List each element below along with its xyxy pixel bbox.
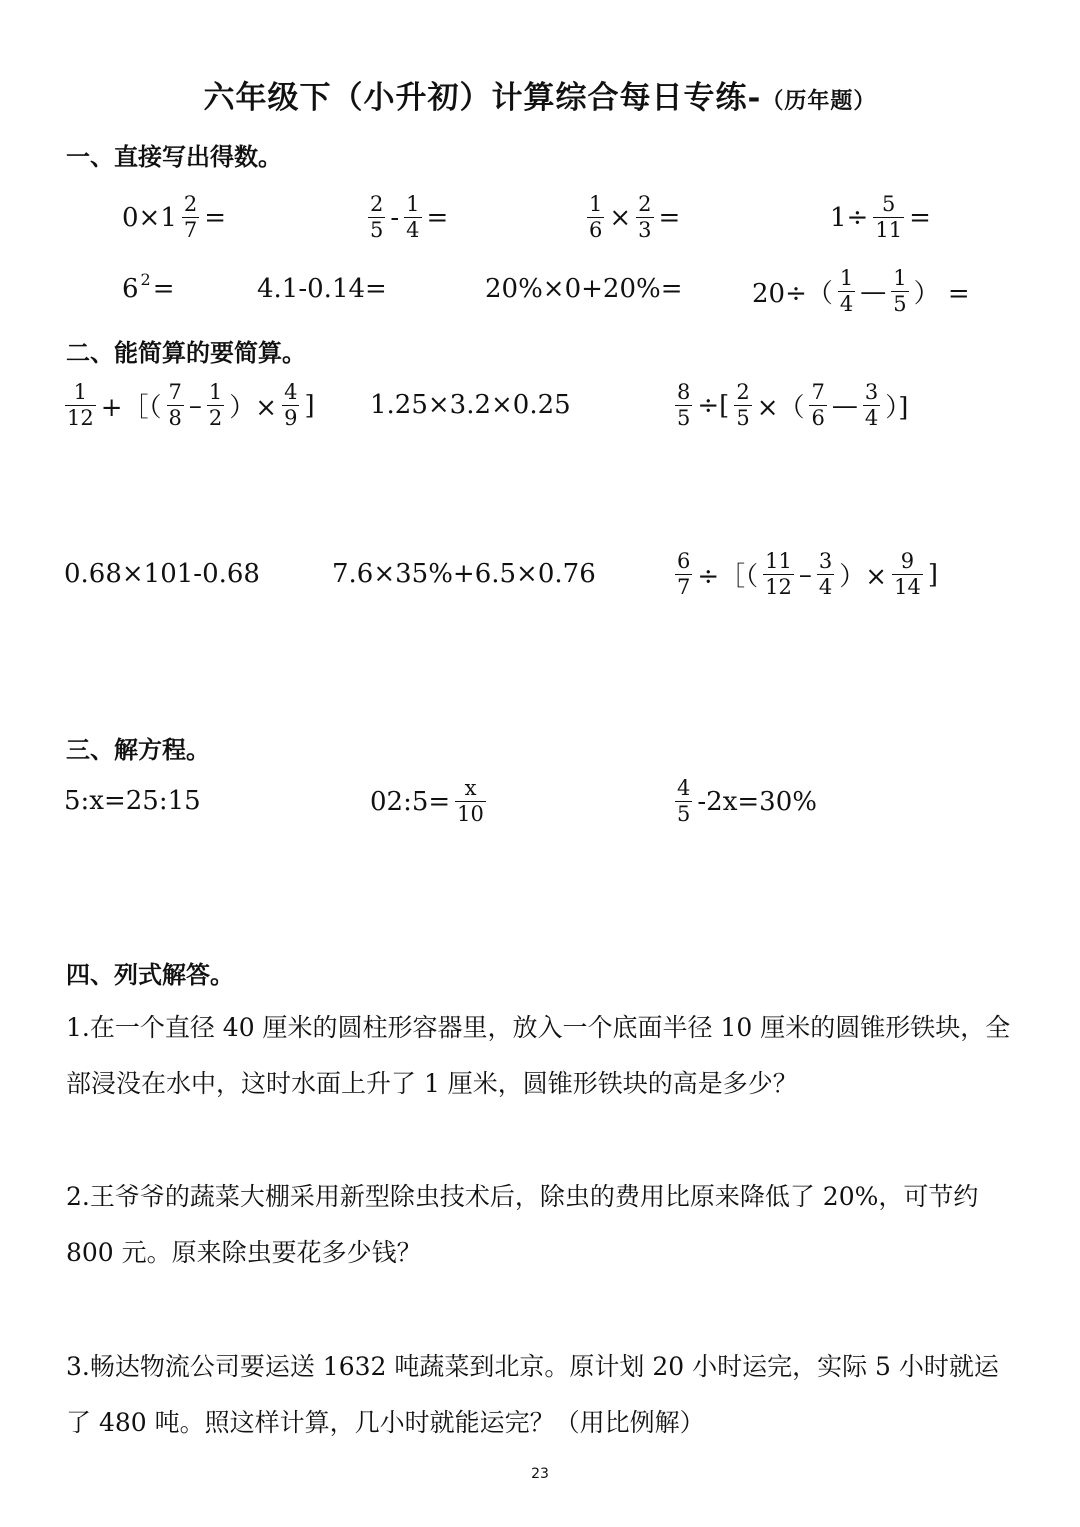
s1-expr-6: 4.1-0.14=	[257, 274, 387, 304]
s2-expr-3: $\frac{8}{5}$ ÷[ $\frac{2}{5}$ ×（ $\frac{7}{6}$ — $\frac{3}{4}$ ）]	[677, 380, 909, 430]
s1-expr-4: 1÷ $\frac{5}{11}$ =	[830, 192, 931, 242]
section1-heading: 一、直接写出得数。	[66, 142, 282, 171]
word-problem-3: 3.畅达物流公司要运送 1632 吨蔬菜到北京。原计划 20 小时运完，实际 5 小时就运了 480 吨。照这样计算，几小时就能运完？（用比例解）	[66, 1352, 999, 1437]
section4-heading: 四、列式解答。	[66, 960, 234, 989]
s2-expr-6: $\frac{6}{7}$ ÷［（ $\frac{11}{12}$ – $\frac{3}{4}$ ）× $\frac{9}{14}$ ]	[677, 549, 938, 599]
page-number: 23	[531, 1466, 549, 1482]
s1-expr-8: 20÷（ $\frac{1}{4}$ — $\frac{1}{5}$ ） =	[752, 266, 970, 316]
word-problem-2: 2.王爷爷的蔬菜大棚采用新型除虫技术后，除虫的费用比原来降低了 20%，可节约 800 元。原来除虫要花多少钱？	[66, 1182, 979, 1267]
s2-expr-5: 7.6×35%+6.5×0.76	[332, 559, 596, 589]
s2-expr-2: 1.25×3.2×0.25	[370, 390, 571, 420]
s1-expr-3: $\frac{1}{6}$ × $\frac{2}{3}$ =	[589, 192, 681, 242]
s1-expr-2: $\frac{2}{5}$ - $\frac{1}{4}$ =	[370, 192, 449, 242]
s2-expr-4: 0.68×101-0.68	[64, 559, 260, 589]
section3-heading: 三、解方程。	[66, 735, 210, 764]
s1-expr-7: 20%×0+20%=	[485, 274, 683, 304]
s1-expr-5: 6 2 =	[122, 269, 175, 304]
word-problem-1: 1.在一个直径 40 厘米的圆柱形容器里，放入一个底面半径 10 厘米的圆锥形铁块，全部浸没在水中，这时水面上升了 1 厘米，圆锥形铁块的高是多少？	[66, 1013, 1011, 1098]
section2-heading: 二、能简算的要简算。	[66, 338, 306, 367]
s2-expr-1: $\frac{1}{12}$ +［（ $\frac{7}{8}$ – $\frac{1}{2}$ ）× $\frac{4}{9}$ ]	[67, 380, 315, 430]
s3-expr-3: $\frac{4}{5}$ -2x=30%	[677, 776, 817, 826]
page-title: 六年级下（小升初）计算综合每日专练-（历年题）	[203, 80, 877, 116]
s1-expr-1: 0×1 $\frac{2}{7}$ =	[122, 192, 227, 242]
s3-expr-2: 02:5= $\frac{x}{10}$	[370, 776, 484, 826]
s3-expr-1: 5:x=25:15	[64, 786, 201, 816]
